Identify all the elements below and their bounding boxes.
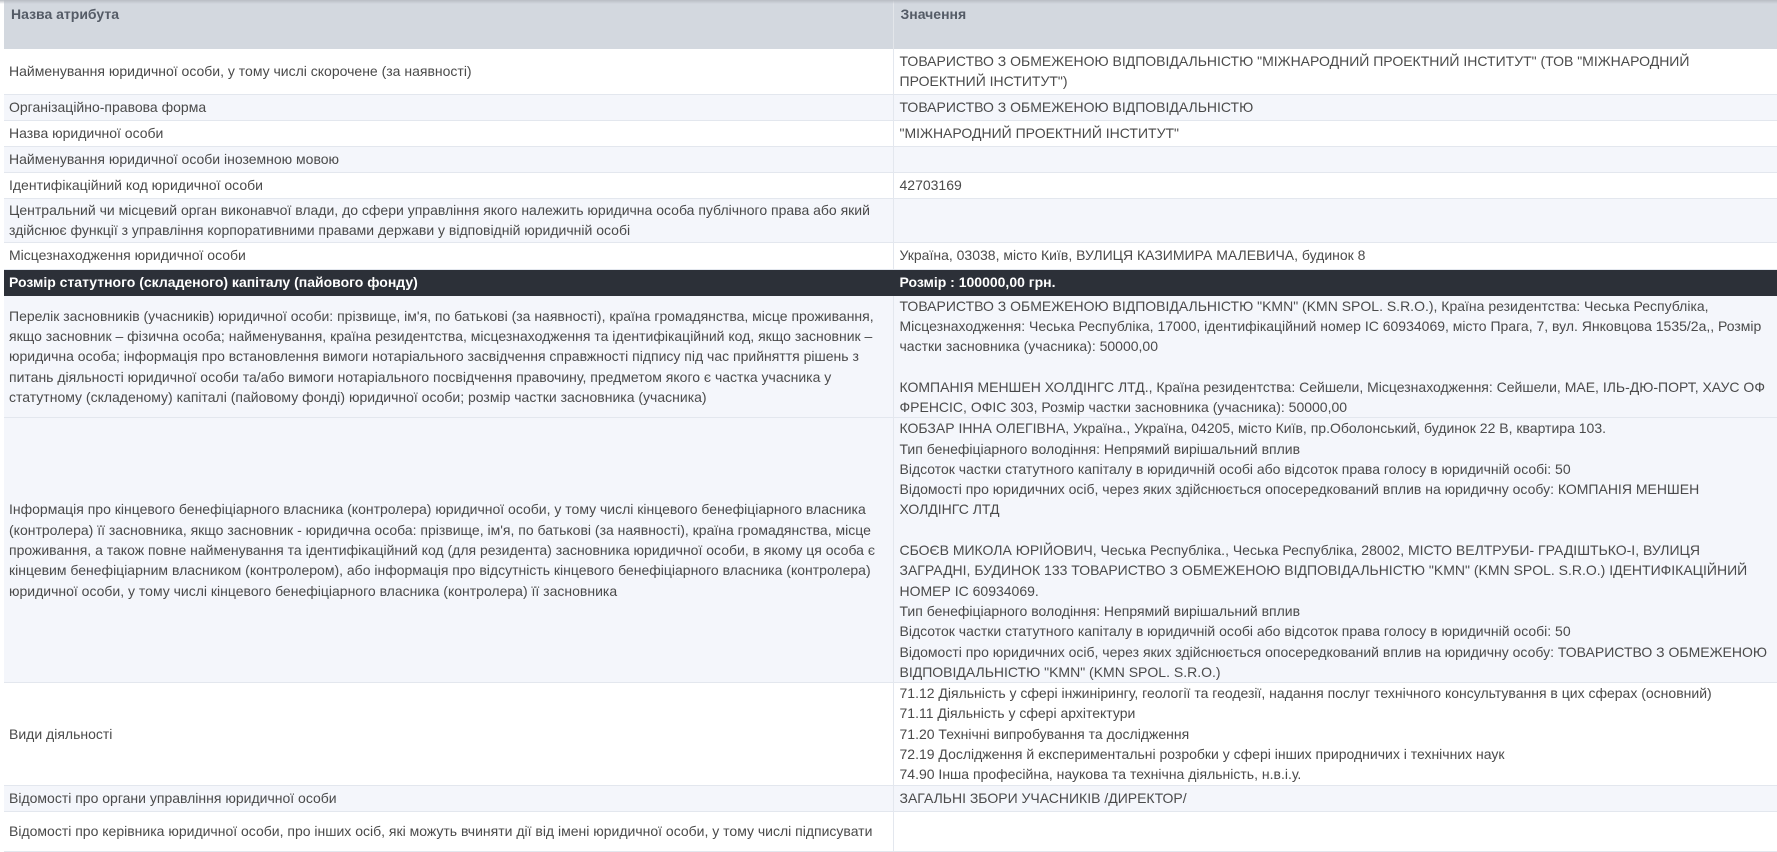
table-row: [4, 120, 1777, 146]
value-line: ТОВАРИСТВО З ОБМЕЖЕНОЮ ВІДПОВІДАЛЬНІСТЮ "KMN" (KMN SPOL. S.R.O.), Країна резидентства: Чеська Республіка, Місцезнаходження: Чеська Республіка, 17000, ідентифікаційний номер IC 60934069, місто Прага, 7, вул. Янковцова 1535/2а,, Розмір частки засновника (учасника): 50000,00: [899, 297, 1766, 355]
attribute-value-cell: [893, 198, 1777, 242]
attribute-value-cell: [893, 172, 1777, 198]
value-line: Розмір : 100000,00 грн.: [899, 273, 1056, 290]
attribute-value-cell: [893, 811, 1777, 851]
attribute-value-cell: [893, 269, 1777, 295]
table-row: [4, 94, 1777, 120]
attribute-name-cell: Розмір статутного (складеного) капіталу (пайового фонду): [4, 269, 893, 295]
table-row: [4, 683, 1777, 785]
table-row: [4, 172, 1777, 198]
attribute-name-cell: Центральний чи місцевий орган виконавчої влади, до сфери управління якого належить юридична особа публічного права або який здійснює функції з управління корпоративними правами держави у відповідній юридичній особі: [4, 198, 893, 242]
attribute-name-cell: Місцезнаходження юридичної особи: [4, 242, 893, 269]
value-line: [900, 356, 1769, 376]
attribute-name-cell: Відомості про органи управління юридичної особи: [4, 785, 893, 811]
attribute-name-cell: Інформація про кінцевого бенефіціарного власника (контролера) юридичної особи, у тому числі кінцевого бенефіціарного власника (контролера) її засновника, якщо засновник - юридична особа: прізвище, ім'я, по батькові (за наявності), країна громадянства, місце проживання, а також повне найменування та ідентифікаційний код (для резидента) засновника юридичної особи, в якому ця особа є кінцевим бенефіціарним власником (контролером), або інформація про відсутність кінцевого бенефіціарного власника (контролера) юридичної особи, у тому числі кінцевого бенефіціарного власника (контролера) її засновника: [4, 418, 893, 683]
attribute-value-cell: [893, 683, 1777, 785]
column-header-attribute[interactable]: Назва атрибута: [4, 0, 893, 49]
value-line: Тип бенефіціарного володіння: Непрямий вирішальний вплив: [899, 602, 1301, 619]
value-line: ЗАГАЛЬНІ ЗБОРИ УЧАСНИКІВ /ДИРЕКТОР/: [899, 789, 1187, 806]
attribute-name-cell: Відомості про керівника юридичної особи, про інших осіб, які можуть вчиняти дії від імені юридичної особи, у тому числі підписувати: [4, 811, 893, 851]
value-line: [900, 210, 1769, 230]
table-header-row: [4, 0, 1777, 49]
attribute-value-cell: [893, 146, 1777, 172]
value-line: Відомості про юридичних осіб, через яких здійснюється опосередкований вплив на юридичну особу: КОМПАНІЯ МЕНШЕН ХОЛДІНГС ЛТД: [899, 481, 1704, 518]
attribute-value-cell: [893, 49, 1777, 94]
table-row: [4, 295, 1777, 418]
table-row: [4, 146, 1777, 172]
value-line: Відомості про юридичних осіб, через яких здійснюється опосередкований вплив на юридичну особу: ТОВАРИСТВО З ОБМЕЖЕНОЮ ВІДПОВІДАЛЬНІСТЮ "KMN" (KMN SPOL. S.R.O.): [899, 643, 1771, 680]
value-line: 74.90 Інша професійна, наукова та технічна діяльність, н.в.і.у.: [899, 766, 1302, 783]
attribute-name-cell: Організаційно-правова форма: [4, 94, 893, 120]
attribute-name-cell: Перелік засновників (учасників) юридичної особи: прізвище, ім'я, по батькові (за наявності), країна громадянства, місце проживання, якщо засновник – фізична особа; найменування, країна резидентства, місцезнаходження та ідентифікаційний код, якщо засновник – юридична особа; інформація про встановлення вимоги нотаріального засвідчення справжності підпису під час прийняття рішень з питань діяльності юридичної особи та/або вимоги нотаріального посвідчення правочину, предметом якого є частка учасника у статутному (складеному) капіталі (пайовому фонді) юридичної особи; розмір частки засновника (учасника): [4, 295, 893, 418]
value-line: 71.11 Діяльність у сфері архітектури: [899, 705, 1136, 722]
attribute-value-cell: [893, 242, 1777, 269]
table-row: [4, 242, 1777, 269]
value-line: [900, 520, 1769, 540]
attribute-name-cell: Назва юридичної особи: [4, 120, 893, 146]
value-line: "МІЖНАРОДНИЙ ПРОЕКТНИЙ ІНСТИТУТ": [899, 124, 1179, 141]
table-row: [4, 418, 1777, 683]
column-header-value[interactable]: Значення: [893, 0, 1777, 49]
value-line: 71.12 Діяльність у сфері інжинірингу, геології та геодезії, надання послуг технічного консультування в цих сферах (основний): [899, 685, 1712, 702]
value-line: 72.19 Дослідження й експериментальні розробки у сфері інших природничих і технічних наук: [899, 746, 1505, 763]
table-body: [4, 49, 1777, 851]
attribute-name-cell: Ідентифікаційний код юридичної особи: [4, 172, 893, 198]
value-line: КОМПАНІЯ МЕНШЕН ХОЛДІНГС ЛТД., Країна резидентства: Сейшели, Місцезнаходження: Сейшели, МАЕ, ІЛЬ-ДЮ-ПОРТ, ХАУС ОФ ФРЕНСІС, ОФІС 303, Розмір частки засновника (учасника): 50000,00: [899, 378, 1769, 415]
value-line: [900, 821, 1769, 841]
value-line: [900, 149, 1769, 169]
attribute-value-cell: [893, 785, 1777, 811]
value-line: Тип бенефіціарного володіння: Непрямий вирішальний вплив: [899, 440, 1301, 457]
value-line: ТОВАРИСТВО З ОБМЕЖЕНОЮ ВІДПОВІДАЛЬНІСТЮ "МІЖНАРОДНИЙ ПРОЕКТНИЙ ІНСТИТУТ" (ТОВ "МІЖНАРОДНИЙ ПРОЕКТНИЙ ІНСТИТУТ"): [899, 52, 1694, 90]
attributes-table: [4, 0, 1777, 852]
value-line: Україна, 03038, місто Київ, ВУЛИЦЯ КАЗИМИРА МАЛЕВИЧА, будинок 8: [899, 247, 1366, 264]
attribute-value-cell: [893, 295, 1777, 418]
value-line: Відсоток частки статутного капіталу в юридичній особі або відсоток права голосу в юридичній особі: 50: [899, 460, 1571, 477]
table-row: [4, 811, 1777, 851]
value-line: 42703169: [899, 176, 962, 193]
value-line: КОБЗАР ІННА ОЛЕГІВНА, Україна., Україна, 04205, місто Київ, пр.Оболонський, будинок 22 В, квартира 103.: [899, 420, 1607, 437]
attribute-value-cell: [893, 94, 1777, 120]
attribute-name-cell: Найменування юридичної особи, у тому числі скорочене (за наявності): [4, 49, 893, 94]
value-line: ТОВАРИСТВО З ОБМЕЖЕНОЮ ВІДПОВІДАЛЬНІСТЮ: [899, 98, 1254, 115]
attribute-name-cell: Найменування юридичної особи іноземною мовою: [4, 146, 893, 172]
attribute-name-cell: Види діяльності: [4, 683, 893, 785]
table-row: [4, 49, 1777, 94]
attribute-value-cell: [893, 418, 1777, 683]
table-row: [4, 269, 1777, 295]
table-row: [4, 198, 1777, 242]
top-shadow: [0, 0, 1777, 4]
table-row: [4, 785, 1777, 811]
value-line: 71.20 Технічні випробування та дослідження: [899, 725, 1190, 742]
attribute-value-cell: [893, 120, 1777, 146]
value-line: Відсоток частки статутного капіталу в юридичній особі або відсоток права голосу в юридичній особі: 50: [899, 623, 1571, 640]
value-line: СБОЄВ МИКОЛА ЮРІЙОВИЧ, Чеська Республіка., Чеська Республіка, 28002, МІСТО ВЕЛТРУБИ- ГРАДІШТЬКО-І, ВУЛИЦЯ ЗАГРАДНІ, БУДИНОК 133 ТОВАРИСТВО З ОБМЕЖЕНОЮ ВІДПОВІДАЛЬНІСТЮ "KMN" (KMN SPOL. S.R.O.) ІДЕНТИФІКАЦІЙНИЙ НОМЕР ІС 60934069.: [899, 542, 1752, 599]
